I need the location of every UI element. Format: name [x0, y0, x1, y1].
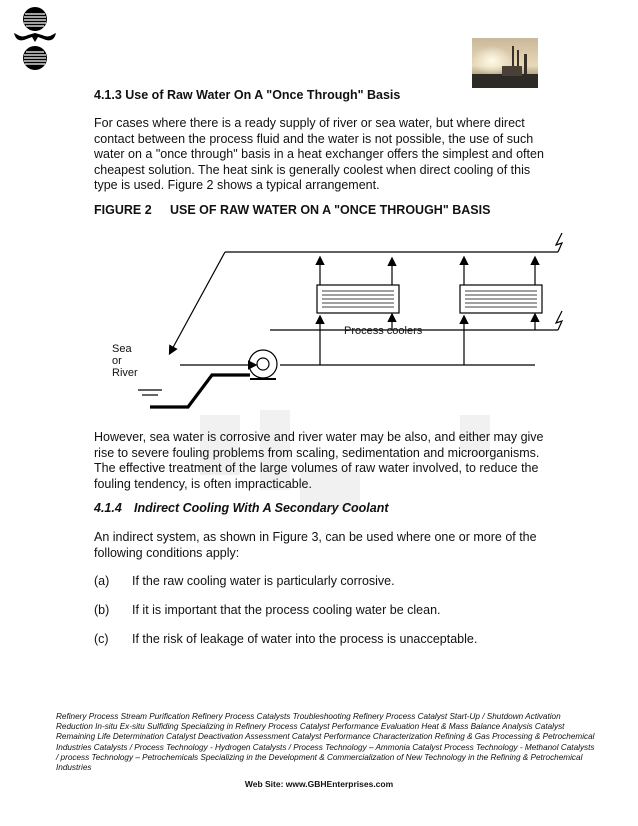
company-logo	[12, 6, 58, 72]
section-number: 4.1.4	[94, 501, 122, 515]
once-through-cooling-diagram	[100, 225, 580, 420]
label-or: or	[112, 355, 122, 367]
section-heading-4-1-3: 4.1.3 Use of Raw Water On A "Once Through" Basis	[94, 88, 401, 102]
pump-impeller	[257, 358, 269, 370]
figure-title: USE OF RAW WATER ON A "ONCE THROUGH" BASIS	[170, 203, 491, 217]
figure-2-caption	[94, 203, 490, 217]
top-lightning	[556, 233, 562, 252]
list-marker: (a)	[94, 574, 110, 588]
footer-website[interactable]: Web Site: www.GBHEnterprises.com	[244, 779, 394, 789]
section-heading-4-1-4	[94, 501, 389, 515]
label-process-coolers: Process coolers	[344, 325, 423, 337]
list-text: If the raw cooling water is particularly corrosive.	[132, 574, 395, 588]
return-pipe-diagonal	[170, 252, 225, 353]
pump-casing	[249, 350, 277, 378]
mid-lightning	[556, 311, 562, 330]
refinery-photo	[472, 38, 538, 88]
list-text: If it is important that the process cooling water be clean.	[132, 603, 441, 617]
paragraph-once-through: For cases where there is a ready supply of river or sea water, but where direct contact between the process fluid and the water is not possible, the use of such water on a "once through" basis in a heat exchanger offers the simplest and often cheapest solution. The heat sink is generally coolest when direct cooling of this type is used. Figure 2 shows a typical arrangement.	[94, 116, 544, 192]
section-title: Indirect Cooling With A Secondary Coolant	[134, 501, 389, 515]
figure-number: FIGURE 2	[94, 203, 152, 217]
intake-channel	[150, 375, 250, 407]
list-marker: (c)	[94, 632, 109, 646]
list-text: If the risk of leakage of water into the process is unacceptable.	[132, 632, 478, 646]
list-item	[94, 574, 395, 588]
list-item	[94, 603, 441, 617]
footer-services-text: Refinery Process Stream Purification Refinery Process Catalysts Troubleshooting Refinery Process Catalyst Start-Up / Shutdown Activation Reduction In-situ Ex-situ Sulfiding Specializing in Refinery Process Catalyst Performance Evaluation Heat & Mass Balance Analysis Catalyst Remaining Life Determination Catalyst Deactivation Assessment Catalyst Performance Characterization Refining & Gas Processing & Petrochemical Industries Catalysts / Process Technology - Hydrogen Catalysts / Process Technology – Ammonia Catalyst Process Technology - Methanol Catalysts / process Technology – Petrochemicals Specializing in the Development & Commercialization of New Technology in the Refining & Petrochemical Industries	[56, 712, 595, 773]
paragraph-corrosion: However, sea water is corrosive and river water may be also, and either may give rise to severe fouling problems from scaling, sedimentation and microorganisms. The effective treatment of the large volumes of raw water involved, to reduce the fouling tendency, is often impracticable.	[94, 430, 544, 491]
list-item	[94, 632, 477, 646]
label-sea: Sea	[112, 343, 132, 355]
paragraph-indirect: An indirect system, as shown in Figure 3, can be used where one or more of the following conditions apply:	[94, 530, 537, 560]
list-marker: (b)	[94, 603, 110, 617]
label-river: River	[112, 367, 138, 379]
